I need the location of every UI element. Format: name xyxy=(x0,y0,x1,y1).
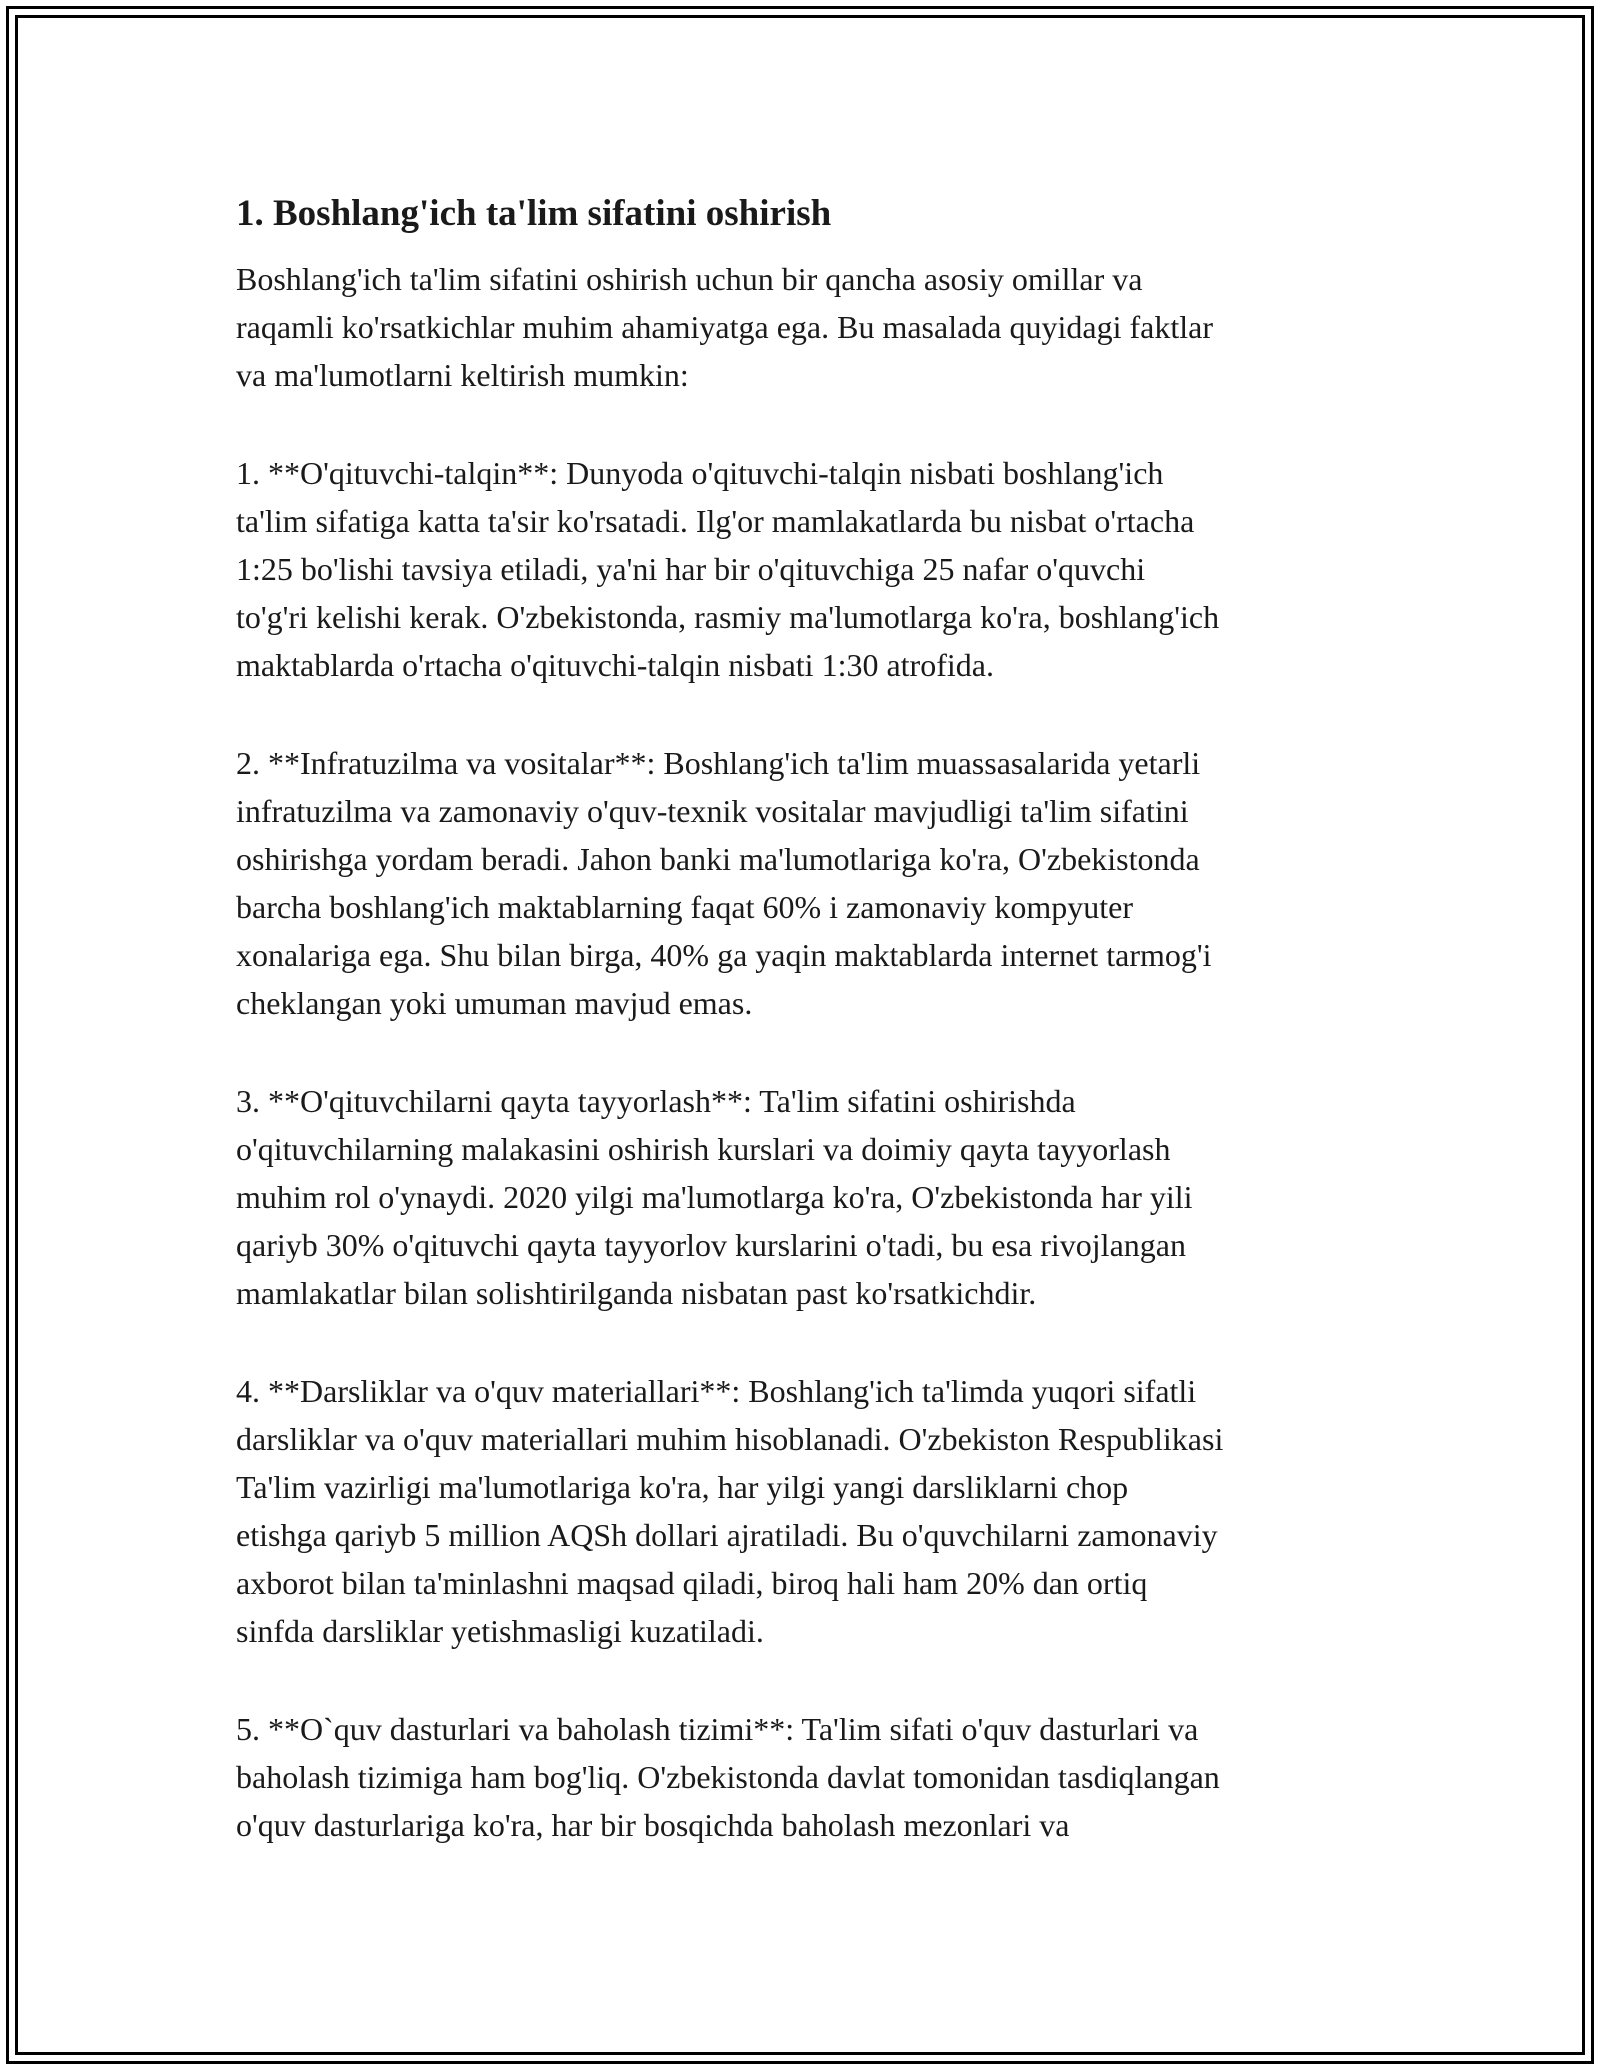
list-item-teacher-ratio: 1. **O'qituvchi-talqin**: Dunyoda o'qituvchi-talqin nisbati boshlang'ich ta'lim sifatiga katta ta'sir ko'rsatadi. Ilg'or mamlakatlarda bu nisbat o'rtacha 1:25 bo'lishi tavsiya etiladi, ya'ni har bir o'qituvchiga 25 nafar o'quvchi to'g'ri kelishi kerak. O'zbekistonda, rasmiy ma'lumotlarga ko'ra, boshlang'ich maktablarda o'rtacha o'qituvchi-talqin nisbati 1:30 atrofida. xyxy=(236,455,1220,683)
list-item-teacher-retraining: 3. **O'qituvchilarni qayta tayyorlash**: Ta'lim sifatini oshirishda o'qituvchilarning malakasini oshirish kurslari va doimiy qayta tayyorlash muhim rol o'ynaydi. 2020 yilgi ma'lumotlarga ko'ra, O'zbekistonda har yili qariyb 30% o'qituvchi qayta tayyorlov kurslarini o'tadi, bu esa rivojlangan mamlakatlar bilan solishtirilganda nisbatan past ko'rsatkichdir. xyxy=(236,1083,1193,1311)
intro-paragraph: Boshlang'ich ta'lim sifatini oshirish uchun bir qancha asosiy omillar va raqamli ko'rsatkichlar muhim ahamiyatga ega. Bu masalada quyidagi faktlar va ma'lumotlarni keltirish mumkin: xyxy=(236,261,1213,393)
document-body xyxy=(236,185,1396,1899)
list-item-curriculum: 5. **O`quv dasturlari va baholash tizimi**: Ta'lim sifati o'quv dasturlari va baholash tizimiga ham bog'liq. O'zbekistonda davlat tomonidan tasdiqlangan o'quv dasturlariga ko'ra, har bir bosqichda baholash mezonlari va xyxy=(236,1711,1220,1843)
list-item-textbooks: 4. **Darsliklar va o'quv materiallari**: Boshlang'ich ta'limda yuqori sifatli darsliklar va o'quv materiallari muhim hisoblanadi. O'zbekiston Respublikasi Ta'lim vazirligi ma'lumotlariga ko'ra, har yilgi yangi darsliklarni chop etishga qariyb 5 million AQSh dollari ajratiladi. Bu o'quvchilarni zamonaviy axborot bilan ta'minlashni maqsad qiladi, biroq hali ham 20% dan ortiq sinfda darsliklar yetishmasligi kuzatiladi. xyxy=(236,1373,1224,1649)
list-item-infrastructure: 2. **Infratuzilma va vositalar**: Boshlang'ich ta'lim muassasalarida yetarli infratuzilma va zamonaviy o'quv-texnik vositalar mavjudligi ta'lim sifatini oshirishga yordam beradi. Jahon banki ma'lumotlariga ko'ra, O'zbekistonda barcha boshlang'ich maktablarning faqat 60% i zamonaviy kompyuter xonalariga ega. Shu bilan birga, 40% ga yaqin maktablarda internet tarmog'i cheklangan yoki umuman mavjud emas. xyxy=(236,745,1212,1021)
section-heading: 1. Boshlang'ich ta'lim sifatini oshirish xyxy=(236,193,832,234)
